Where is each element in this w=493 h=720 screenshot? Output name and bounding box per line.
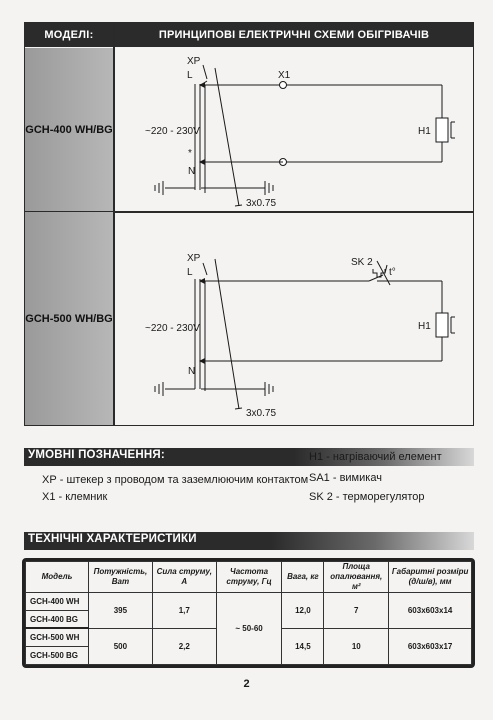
legend-item-sk2: SK 2 - терморегулятор — [309, 491, 425, 503]
current-value: 1,7 — [152, 593, 216, 629]
model-cell-gch-400: GCH-400 WH/BG — [25, 48, 113, 212]
label-xp: ХР — [187, 56, 201, 67]
legend-item-sa1: SA1 - вимикач — [309, 472, 382, 484]
current-value: 2,2 — [152, 628, 216, 664]
label-temp: t° — [389, 267, 396, 278]
col-size: Габаритні розміри (д/ш/в), мм — [389, 562, 472, 593]
label-xp: ХР — [187, 253, 201, 264]
schematic-header: ПРИНЦИПОВІ ЕЛЕКТРИЧНІ СХЕМИ ОБІГРІВАЧІВ — [115, 23, 473, 47]
specs-header-row — [26, 562, 472, 593]
model-gch-400-bg: GCH-400 BG — [26, 610, 89, 628]
specs-title: ТЕХНІЧНІ ХАРАКТЕРИСТИКИ — [28, 533, 197, 545]
label-x1: X1 — [278, 70, 291, 81]
label-voltage: ~220 - 230V — [145, 126, 200, 137]
label-n: N — [188, 366, 196, 377]
label-cable: 3х0.75 — [246, 198, 277, 209]
frequency-value: ~ 50-60 — [216, 593, 282, 665]
schematic-table — [24, 22, 474, 426]
power-value: 500 — [88, 628, 152, 664]
legend-item-xp: ХР - штекер з проводом та заземлюючим контактом — [42, 474, 309, 486]
label-h1: H1 — [418, 321, 431, 332]
specs-table — [25, 561, 472, 665]
weight-value: 12,0 — [282, 593, 324, 629]
label-cable: 3х0.75 — [246, 408, 277, 419]
label-n: N — [188, 166, 196, 177]
col-power: Потужність, Ват — [88, 562, 152, 593]
legend-title: УМОВНІ ПОЗНАЧЕННЯ: — [28, 449, 165, 461]
label-h1: H1 — [418, 126, 431, 137]
power-value: 395 — [88, 593, 152, 629]
label-sk2: SK 2 — [351, 257, 373, 268]
label-voltage: ~220 - 230V — [145, 323, 200, 334]
col-model: Модель — [26, 562, 89, 593]
model-gch-400-wh: GCH-400 WH — [26, 593, 89, 611]
size-value: 603х603х14 — [389, 593, 472, 629]
area-value: 7 — [324, 593, 389, 629]
col-current: Сила струму, А — [152, 562, 216, 593]
legend-item-h1: H1 - нагріваючий елемент — [309, 451, 442, 463]
label-star: * — [188, 148, 192, 159]
size-value: 603х603х17 — [389, 628, 472, 664]
weight-value: 14,5 — [282, 628, 324, 664]
label-l: L — [187, 267, 193, 278]
circuit-diagram-gch-500 — [115, 213, 473, 425]
table-row — [26, 593, 472, 611]
legend-item-x1: Х1 - клемник — [42, 491, 108, 503]
model-gch-500-wh: GCH-500 WH — [26, 628, 89, 646]
col-frequency: Частота струму, Гц — [216, 562, 282, 593]
label-l: L — [187, 70, 193, 81]
models-header: МОДЕЛІ: — [25, 23, 113, 47]
model-cell-gch-500: GCH-500 WH/BG — [25, 212, 113, 425]
area-value: 10 — [324, 628, 389, 664]
col-area: Площа опалювання, м² — [324, 562, 389, 593]
circuit-diagram-gch-400 — [115, 48, 473, 211]
col-weight: Вага, кг — [282, 562, 324, 593]
model-gch-500-bg: GCH-500 BG — [26, 647, 89, 665]
page-number: 2 — [243, 678, 250, 690]
